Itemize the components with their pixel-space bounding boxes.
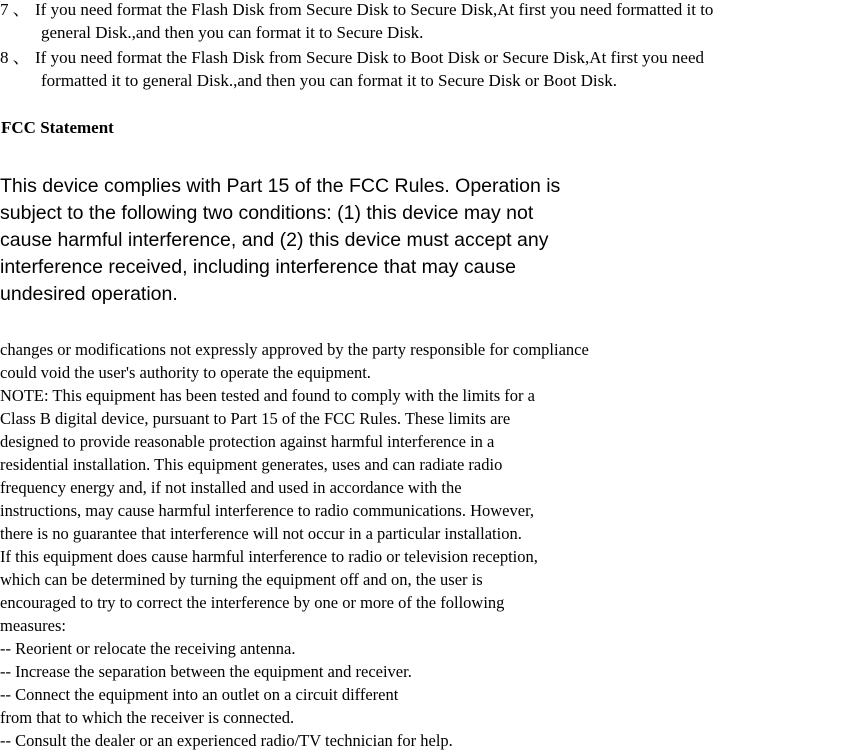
body-line: encouraged to try to correct the interference by one or more of the following (0, 593, 505, 612)
compliance-line: undesired operation. (0, 283, 178, 305)
list-item-number: 8 、 (0, 48, 30, 67)
compliance-line: This device complies with Part 15 of the FCC Rules. Operation is (0, 175, 561, 197)
compliance-line: cause harmful interference, and (2) this device must accept any (0, 229, 549, 251)
body-line: residential installation. This equipment generates, uses and can radiate radio (0, 455, 503, 474)
body-line: frequency energy and, if not installed and used in accordance with the (0, 478, 462, 497)
compliance-line: subject to the following two conditions: (1) this device may not (0, 202, 534, 224)
measure-item: -- Consult the dealer or an experienced radio/TV technician for help. (0, 731, 453, 750)
list-item-number: 7 、 (0, 0, 30, 19)
body-line: designed to provide reasonable protection against harmful interference in a (0, 432, 495, 451)
list-item-text-line2: formatted it to general Disk.,and then you can format it to Secure Disk or Boot Disk. (41, 71, 617, 90)
compliance-line: interference received, including interference that may cause (0, 256, 516, 278)
body-line: changes or modifications not expressly approved by the party responsible for compliance (0, 340, 589, 359)
body-line: If this equipment does cause harmful interference to radio or television reception, (0, 547, 538, 566)
fcc-statement-heading: FCC Statement (1, 118, 114, 137)
list-item-text-line2: general Disk.,and then you can format it to Secure Disk. (41, 23, 424, 42)
body-line: Class B digital device, pursuant to Part 15 of the FCC Rules. These limits are (0, 409, 511, 428)
body-line: which can be determined by turning the equipment off and on, the user is (0, 570, 483, 589)
body-line: measures: (0, 616, 66, 635)
list-item-text-line1: If you need format the Flash Disk from Secure Disk to Secure Disk,At first you need formatted it to (35, 0, 714, 19)
list-item-text-line1: If you need format the Flash Disk from Secure Disk to Boot Disk or Secure Disk,At first you need (35, 48, 705, 67)
measure-item: -- Increase the separation between the equipment and receiver. (0, 662, 412, 681)
body-line: could void the user's authority to operate the equipment. (0, 363, 371, 382)
measure-item: -- Connect the equipment into an outlet on a circuit different (0, 685, 399, 704)
body-line: there is no guarantee that interference will not occur in a particular installation. (0, 524, 522, 543)
body-line: NOTE: This equipment has been tested and found to comply with the limits for a (0, 386, 535, 405)
measure-item: -- Reorient or relocate the receiving antenna. (0, 639, 296, 658)
body-line: instructions, may cause harmful interference to radio communications. However, (0, 501, 535, 520)
measure-item-continuation: from that to which the receiver is connected. (0, 708, 295, 727)
